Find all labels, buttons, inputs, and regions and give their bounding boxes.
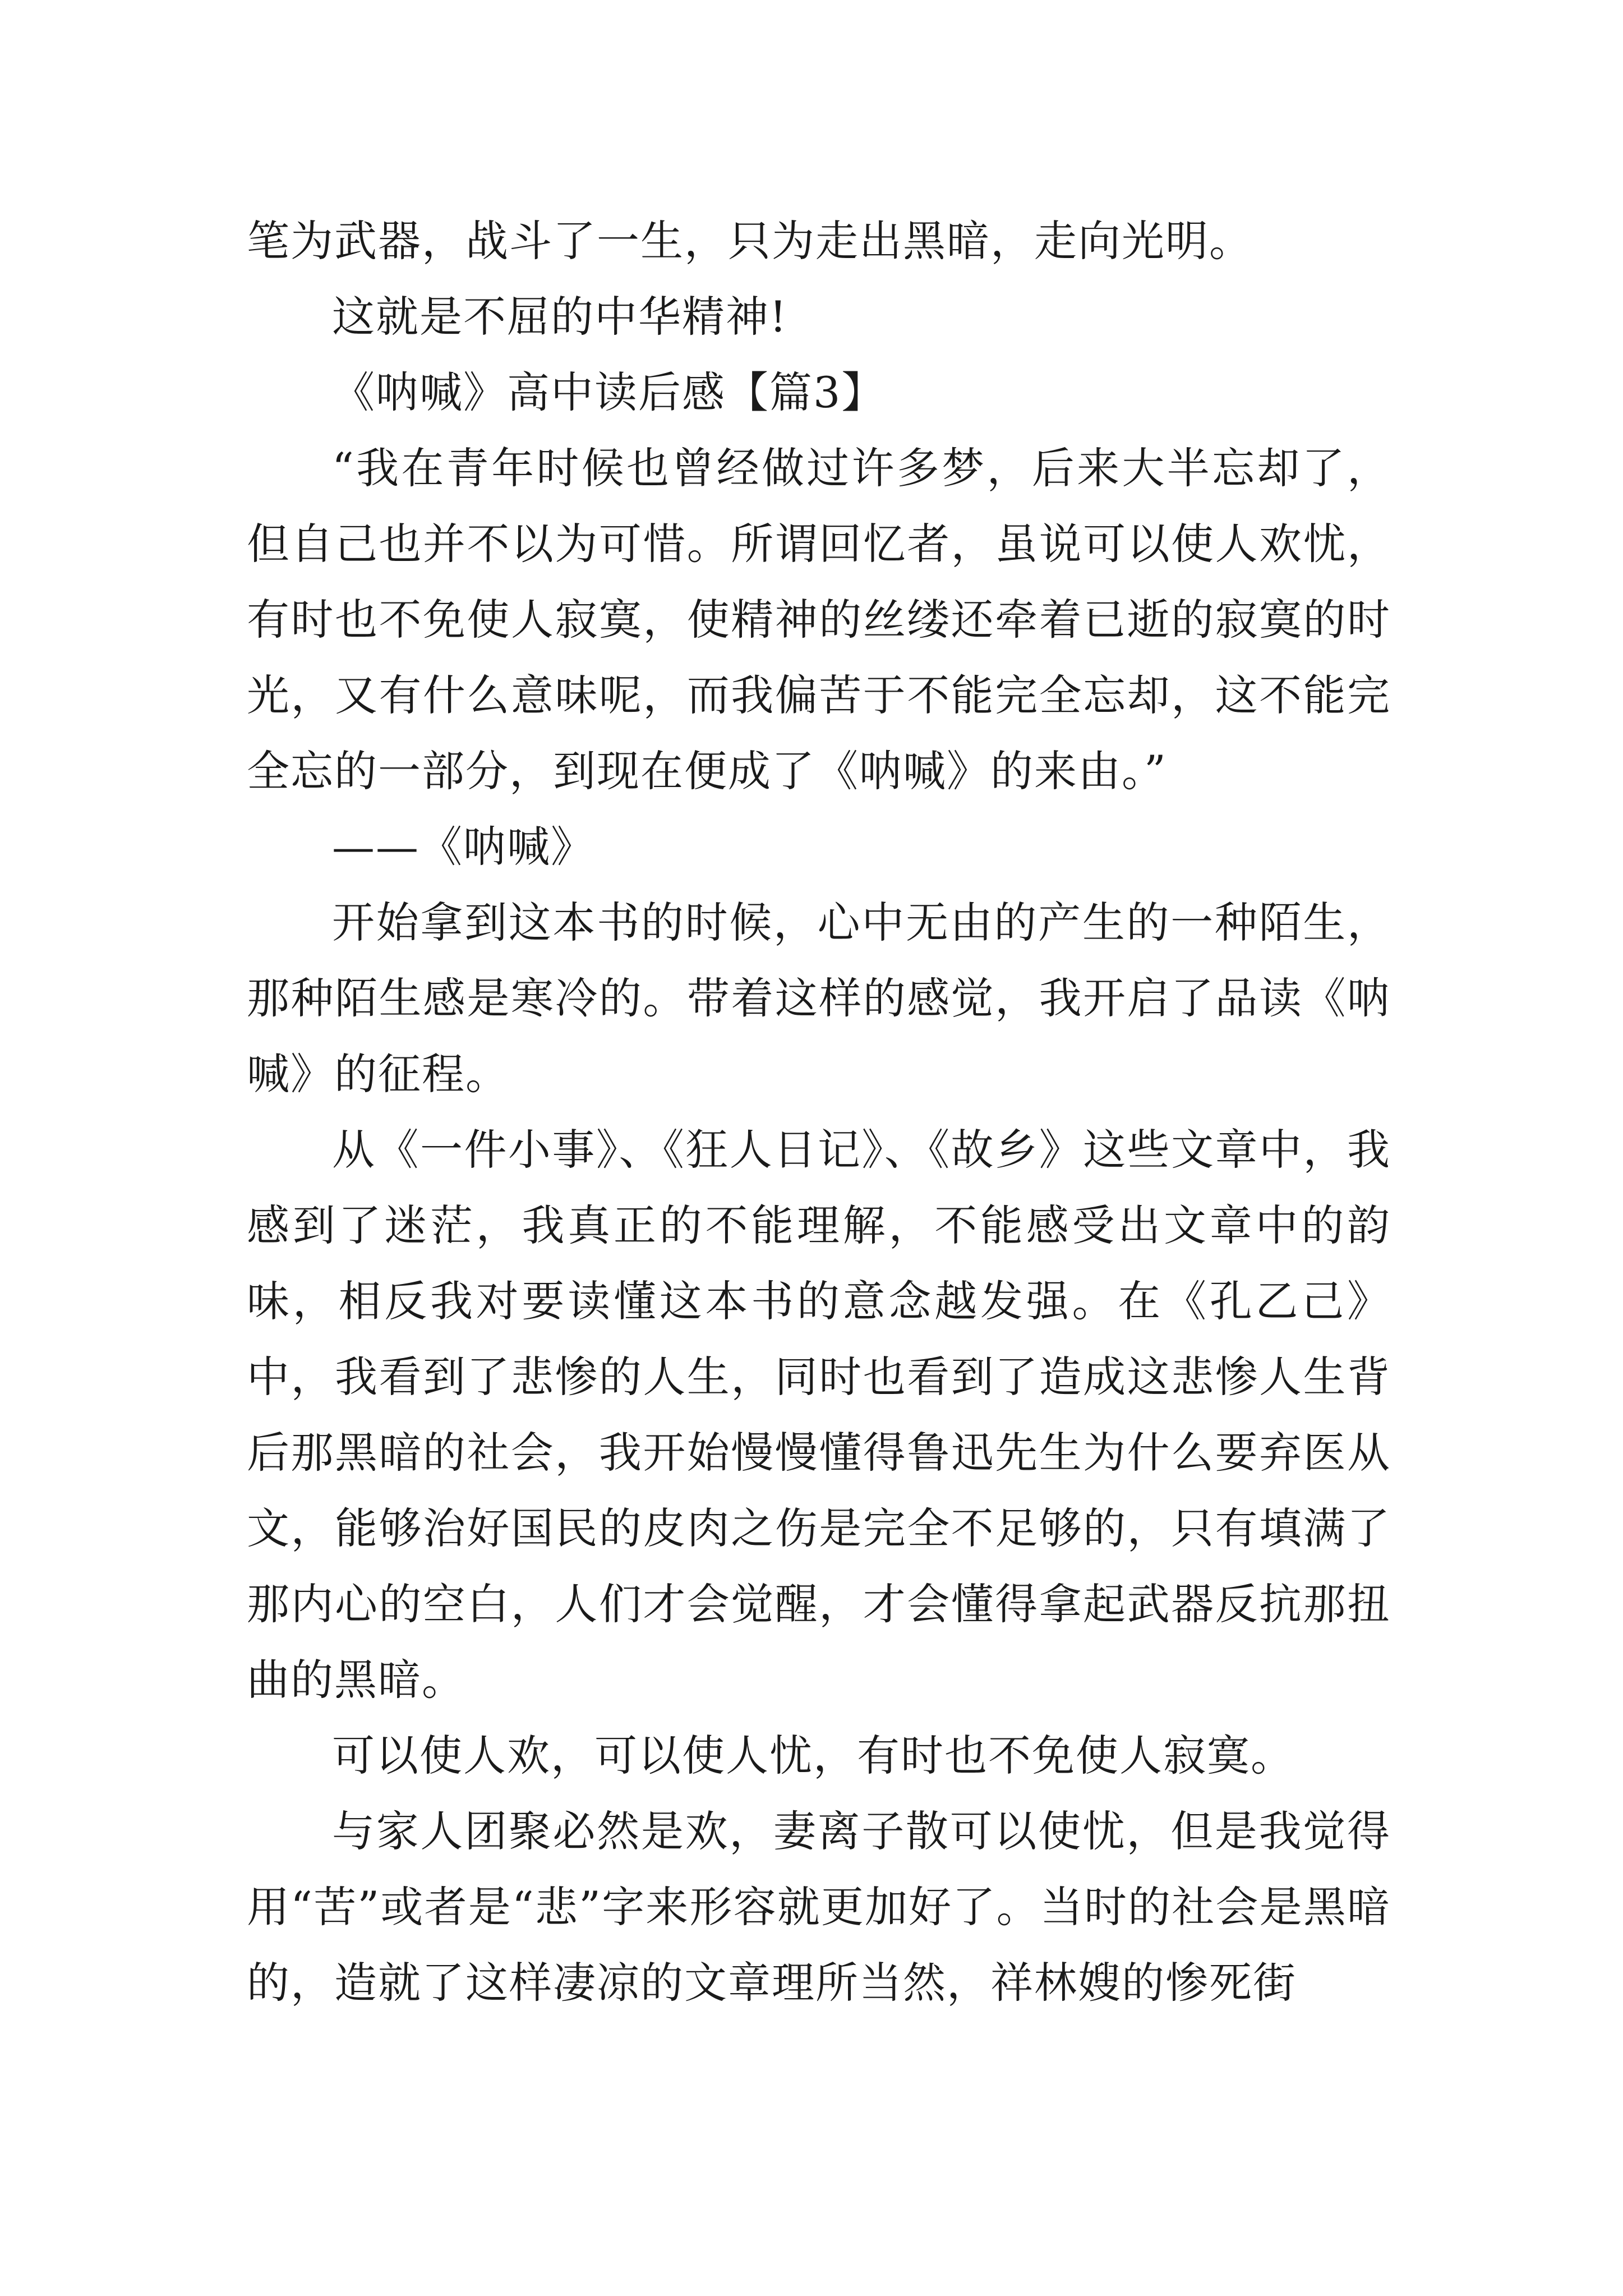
paragraph-continuation: 笔为武器，战斗了一生，只为走出黑暗，走向光明。 xyxy=(247,216,1253,266)
paragraph-quote: “我在青年时候也曾经做过许多梦，后来大半忘却了，但自己也并不以为可惜。所谓回忆者，虽说可以使人欢忧，有时也不免使人寂寞，使精神的丝缕还牵着已逝的寂寞的时光，又有什么意味呢，而我偏苦于不能完全忘却，这不能完全忘的一部分，到现在便成了《呐喊》的来由。” xyxy=(247,443,1391,796)
paragraph-reading-stories: 从《一件小事》、《狂人日记》、《故乡》这些文章中，我感到了迷茫，我真正的不能理解，不能感受出文章中的韵味，相反我对要读懂这本书的意念越发强。在《孔乙己》中，我看到了悲惨的人生，同时也看到了造成这悲惨人生背后那黑暗的社会，我开始慢慢懂得鲁迅先生为什么要弃医从文，能够治好国民的皮肉之伤是完全不足够的，只有填满了那内心的空白，人们才会觉醒，才会懂得拿起武器反抗那扭曲的黑暗。 xyxy=(247,1125,1391,1705)
paragraph-family: 与家人团聚必然是欢，妻离子散可以使忧，但是我觉得用“苦”或者是“悲”字来形容就更加好了。当时的社会是黑暗的，造就了这样凄凉的文章理所当然，祥林嫂的惨死街 xyxy=(247,1806,1391,2008)
paragraph-joy-sorrow: 可以使人欢，可以使人忧，有时也不免使人寂寞。 xyxy=(332,1731,1294,1780)
body-text xyxy=(247,203,1391,2021)
section-heading: 《呐喊》高中读后感【篇3】 xyxy=(332,367,886,417)
paragraph-first-impression: 开始拿到这本书的时候，心中无由的产生的一种陌生，那种陌生感是寒冷的。带着这样的感觉，我开启了品读《呐喊》的征程。 xyxy=(247,898,1391,1099)
quote-attribution: ——《呐喊》 xyxy=(332,822,594,872)
paragraph-spirit: 这就是不屈的中华精神! xyxy=(332,292,788,342)
